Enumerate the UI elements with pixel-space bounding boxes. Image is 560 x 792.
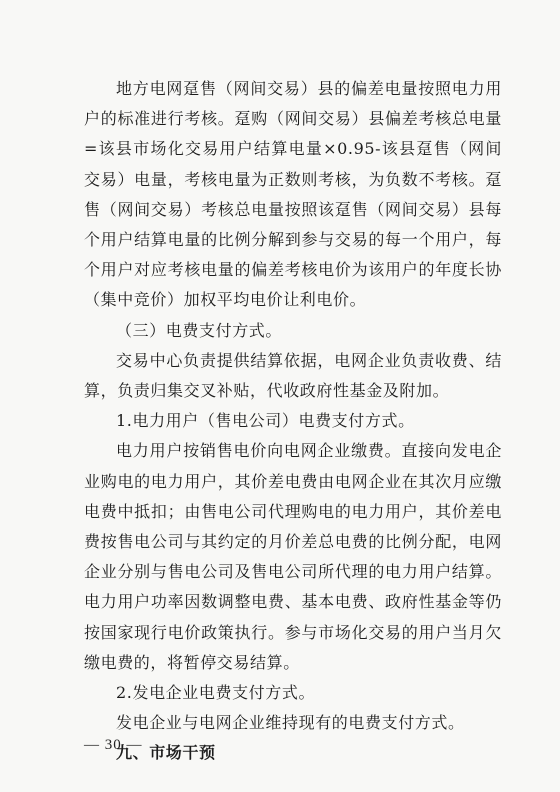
subheading-generator-payment: 2.发电企业电费支付方式。: [116, 683, 316, 703]
section-heading-market-intervention: 九、市场干预: [116, 743, 216, 763]
subheading-user-payment: 1.电力用户（售电公司）电费支付方式。: [116, 411, 415, 431]
section-heading-payment-method: （三）电费支付方式。: [116, 320, 283, 340]
paragraph-generator-payment-details: 发电企业与电网企业维持现有的电费支付方式。: [116, 713, 465, 733]
page-number: — 30 —: [84, 737, 143, 753]
document-body: [84, 74, 502, 769]
paragraph-user-payment-details: 电力用户按销售电价向电网企业缴费。直接向发电企业购电的电力用户，其价差电费由电网企业在其次月应缴电费中抵扣；由售电公司代理购电的电力用户，其价差电费按售电公司与其约定的月价差总电费的比例分配，电网企业分别与售电公司及售电公司所代理的电力用户结算。电力用户功率因数调整电费、基本电费、政府性基金等仍按国家现行电价政策执行。参与市场化交易的用户当月欠缴电费的，将暂停交易结算。: [84, 441, 502, 672]
paragraph-trading-center-duties: 交易中心负责提供结算依据，电网企业负责收费、结算，负责归集交叉补贴，代收政府性基金及附加。: [84, 350, 502, 401]
paragraph-deviation-assessment: 地方电网趸售（网间交易）县的偏差电量按照电力用户的标准进行考核。趸购（网间交易）县偏差考核总电量=该县市场化交易用户结算电量×0.95-该县趸售（网间交易）电量，考核电量为正数则考核，为负数不考核。趸售（网间交易）考核总电量按照该趸售（网间交易）县每个用户结算电量的比例分解到参与交易的每一个用户，每个用户对应考核电量的偏差考核电价为该用户的年度长协（集中竞价）加权平均电价让利电价。: [84, 79, 502, 310]
